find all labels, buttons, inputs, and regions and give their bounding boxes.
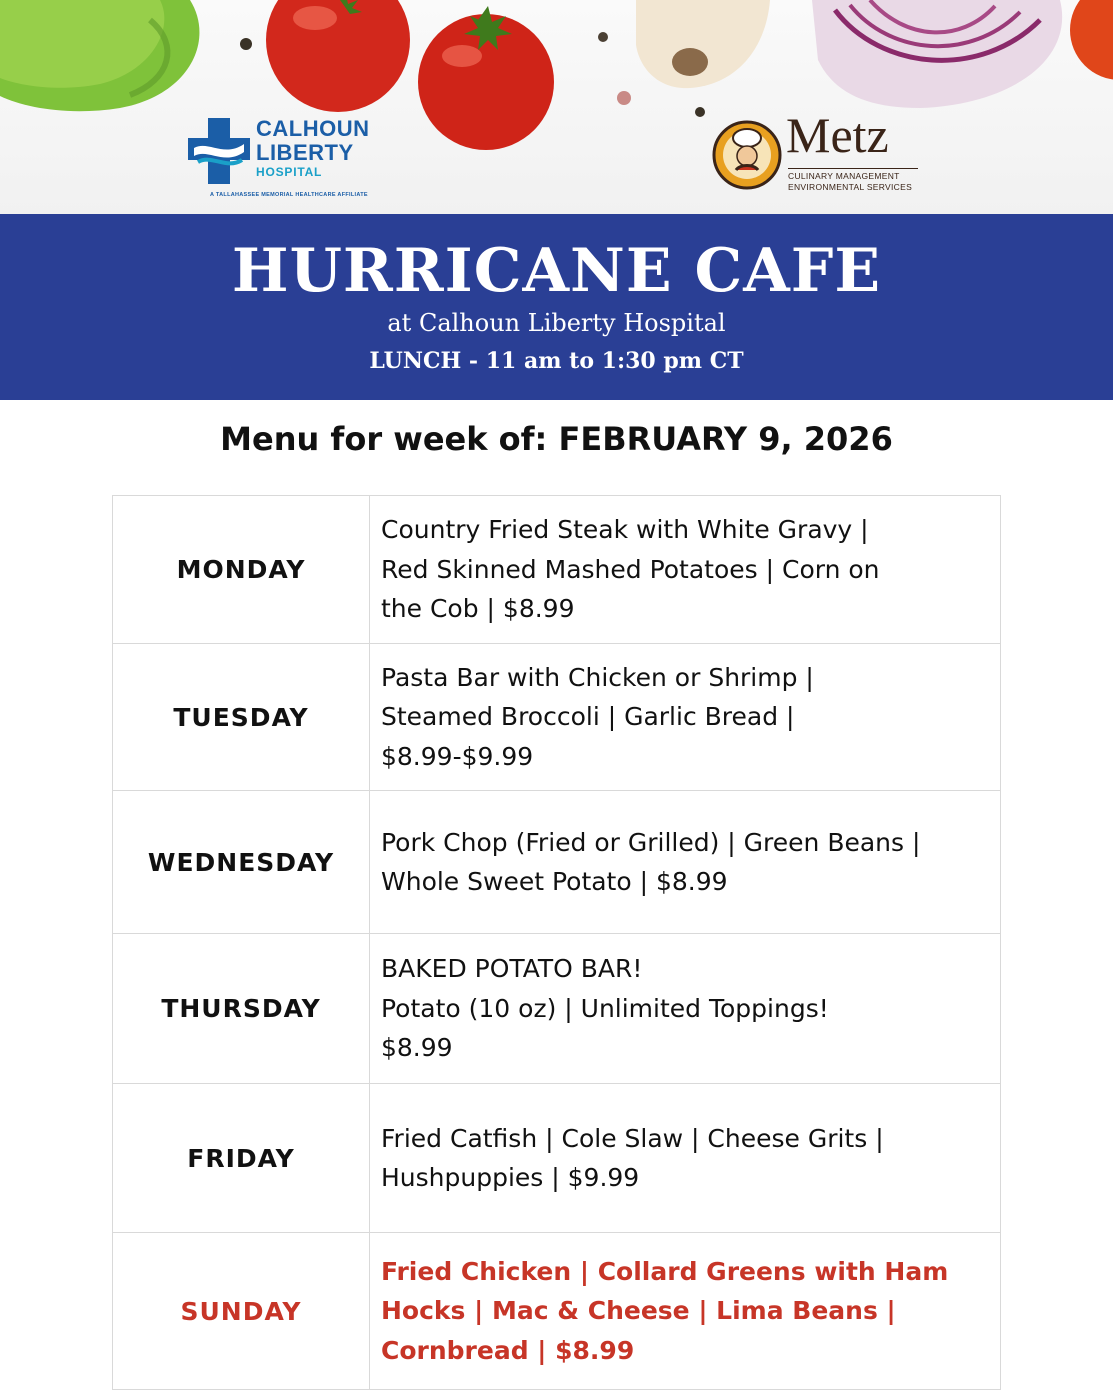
menu-line: Pork Chop (Fried or Grilled) | Green Beans | [381, 827, 921, 857]
affiliate-tagline: A TALLAHASSEE MEMORIAL HEALTHCARE AFFILIATE [210, 192, 368, 198]
logo-line-calhoun: CALHOUN [256, 116, 370, 141]
metz-sub-culinary: CULINARY MANAGEMENT [788, 171, 900, 181]
menu-row-monday [113, 496, 1001, 644]
cafe-banner [0, 214, 1113, 400]
menu-line: BAKED POTATO BAR! [381, 954, 643, 984]
metz-sub-environmental: ENVIRONMENTAL SERVICES [788, 181, 913, 192]
cafe-title: HURRICANE CAFE [231, 236, 882, 306]
menu-line: Country Fried Steak with White Gravy | [381, 515, 869, 545]
menu-row-friday [113, 1084, 1001, 1233]
menu-items [370, 496, 1001, 644]
menu-items [370, 1233, 1001, 1390]
lunch-hours: LUNCH - 11 am to 1:30 pm CT [369, 348, 744, 374]
menu-row-wednesday [113, 791, 1001, 934]
menu-line: the Cob | $8.99 [381, 594, 575, 624]
menu-items [370, 791, 1001, 934]
weekly-menu-table [112, 495, 1001, 1390]
chef-mascot-icon [712, 120, 782, 190]
logo-line-liberty: LIBERTY [256, 140, 354, 165]
menu-line: Cornbread | $8.99 [381, 1335, 635, 1365]
week-heading: Menu for week of: FEBRUARY 9, 2026 [220, 420, 893, 458]
menu-line: $8.99 [381, 1033, 453, 1063]
medical-cross-icon [188, 118, 250, 184]
menu-items [370, 644, 1001, 791]
menu-line: Fried Catfish | Cole Slaw | Cheese Grits | [381, 1123, 884, 1153]
menu-line: Hocks | Mac & Cheese | Lima Beans | [381, 1296, 896, 1326]
day-label: TUESDAY [113, 644, 370, 791]
menu-items [370, 934, 1001, 1084]
menu-line: $8.99-$9.99 [381, 741, 534, 771]
produce-illustration [0, 0, 1113, 214]
metz-subtitle [788, 168, 918, 192]
day-label: WEDNESDAY [113, 791, 370, 934]
menu-line: Fried Chicken | Collard Greens with Ham [381, 1256, 949, 1286]
produce-photo [0, 0, 1113, 214]
menu-row-thursday [113, 934, 1001, 1084]
metz-logo [712, 107, 922, 198]
menu-line: Whole Sweet Potato | $8.99 [381, 867, 728, 896]
logo-line-hospital: HOSPITAL [256, 165, 323, 179]
menu-items [370, 1084, 1001, 1233]
day-label: MONDAY [113, 496, 370, 644]
day-label: THURSDAY [113, 934, 370, 1084]
calhoun-liberty-logo [188, 116, 388, 204]
menu-line: Red Skinned Mashed Potatoes | Corn on [381, 554, 880, 584]
menu-line: Pasta Bar with Chicken or Shrimp | [381, 662, 814, 692]
menu-row-sunday [113, 1233, 1001, 1390]
menu-line: Potato (10 oz) | Unlimited Toppings! [381, 993, 829, 1023]
metz-wordmark: Metz [786, 107, 889, 163]
menu-row-tuesday [113, 644, 1001, 791]
cafe-subtitle: at Calhoun Liberty Hospital [387, 309, 726, 337]
menu-line: Steamed Broccoli | Garlic Bread | [381, 702, 795, 732]
menu-line: Hushpuppies | $9.99 [381, 1163, 640, 1192]
day-label: SUNDAY [113, 1233, 370, 1390]
day-label: FRIDAY [113, 1084, 370, 1233]
